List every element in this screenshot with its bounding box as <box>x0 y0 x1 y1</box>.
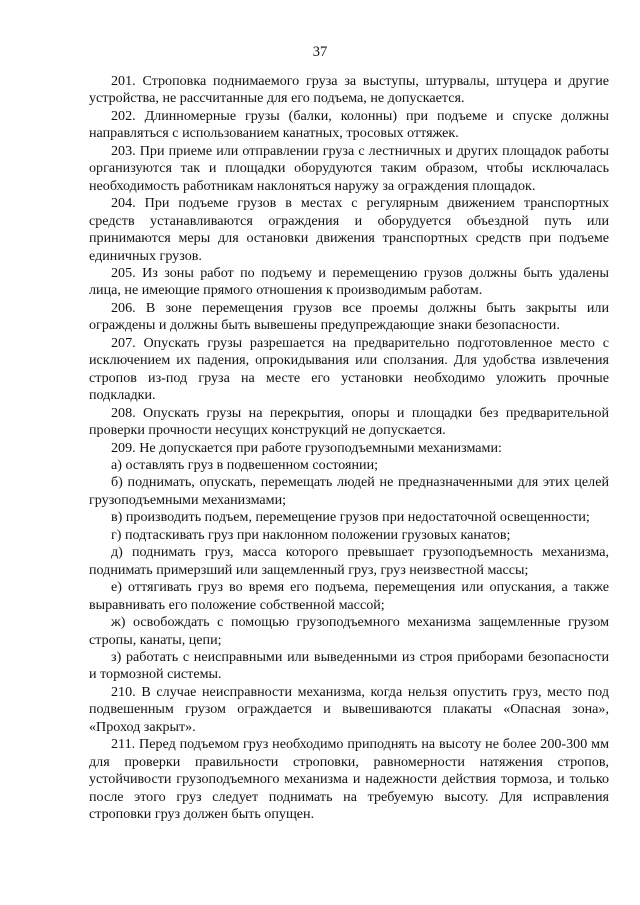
paragraph-203: 203. При приеме или отправлении груза с лестничных и других площадок работы организуются так и площадки оборудуются таким образом, чтобы исключалась необходимость работникам наклоняться наружу за ограждения площадок. <box>89 142 609 194</box>
list-item-zh: ж) освобождать с помощью грузоподъемного механизма защемленные грузом стропы, канаты, цепи; <box>89 614 609 648</box>
list-item-a: а) оставлять груз в подвешенном состоянии; <box>111 456 379 473</box>
paragraph-202: 202. Длинномерные грузы (балки, колонны) при подъеме и спуске должны направляться с использованием канатных, тросовых оттяжек. <box>89 107 609 142</box>
document-body <box>89 73 609 823</box>
paragraph-205: 205. Из зоны работ по подъему и перемещению грузов должны быть удалены лица, не имеющие прямого отношения к производимым работам. <box>89 264 609 299</box>
list-item-d: д) поднимать груз, масса которого превышает грузоподъемность механизма, поднимать примерзший или защемленный груз, груз неизвестной массы; <box>89 544 609 578</box>
paragraph-210: 210. В случае неисправности механизма, когда нельзя опустить груз, место под подвешенным грузом ограждается и вывешиваются плакаты «Опасная зона», «Проход закрыт». <box>89 683 609 735</box>
paragraph-211: 211. Перед подъемом груз необходимо приподнять на высоту не более 200-300 мм для проверки правильности строповки, равномерности натяжения стропов, устойчивости грузоподъемного механизма и надежности действия тормоза, и только после этого груз следует поднимать на требуемую высоту. Для исправления строповки груз должен быть опущен. <box>89 736 609 823</box>
page-number: 37 <box>312 44 328 60</box>
paragraph-206: 206. В зоне перемещения грузов все проемы должны быть закрыты или ограждены и должны быть вывешены предупреждающие знаки безопасности. <box>89 299 609 334</box>
paragraph-204: 204. При подъеме грузов в местах с регулярным движением транспортных средств устанавливаются ограждения и оборудуется объездной путь или принимаются меры для остановки движения транспортных средств при подъеме единичных грузов. <box>89 195 609 264</box>
paragraph-207: 207. Опускать грузы разрешается на предварительно подготовленное место с исключением их падения, опрокидывания или сползания. Для удобства извлечения стропов из-под груза на месте его установки необходимо уложить прочные подкладки. <box>89 334 609 404</box>
paragraph-209: 209. Не допускается при работе грузоподъемными механизмами: <box>111 439 502 456</box>
list-item-e: е) оттягивать груз во время его подъема, перемещения или опускания, а также выравнивать его положение собственной массой; <box>89 579 609 613</box>
list-item-g: г) подтаскивать груз при наклонном положении грузовых канатов; <box>111 526 511 543</box>
paragraph-208: 208. Опускать грузы на перекрытия, опоры и площадки без предварительной проверки прочности несущих конструкций не допускается. <box>89 404 609 439</box>
paragraph-201: 201. Строповка поднимаемого груза за выступы, штурвалы, штуцера и другие устройства, не рассчитанные для его подъема, не допускается. <box>89 73 609 107</box>
list-item-z: з) работать с неисправными или выведенными из строя приборами безопасности и тормозной системы. <box>89 648 609 683</box>
list-item-b: б) поднимать, опускать, перемещать людей не предназначенными для этих целей грузоподъемными механизмами; <box>89 474 609 508</box>
list-item-v: в) производить подъем, перемещение грузов при недостаточной освещенности; <box>111 509 590 526</box>
